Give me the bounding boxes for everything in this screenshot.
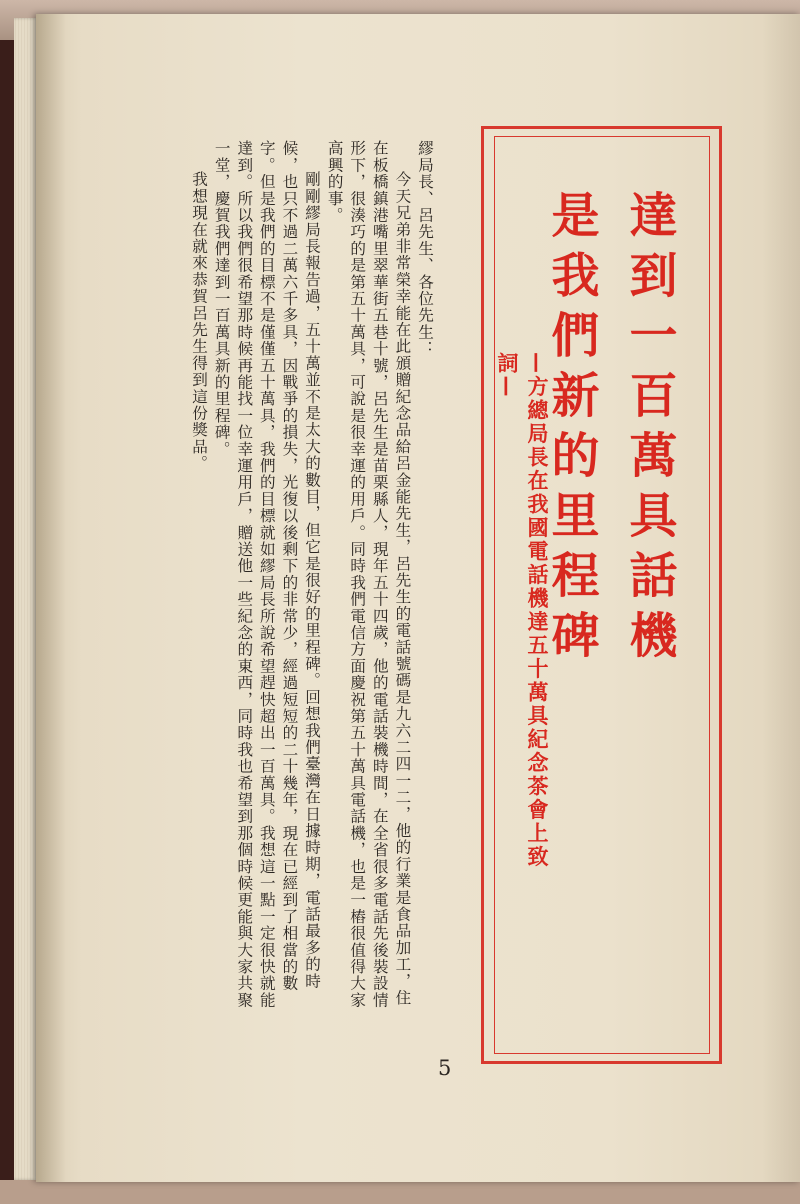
gutter-shadow bbox=[36, 14, 66, 1182]
paragraph-1: 今天兄弟非常榮幸能在此頒贈紀念品給呂金能先生，呂先生的電話號碼是九六二四一二，他的行業是食品加工，住在板橋鎮港嘴里翠華街五巷十號，呂先生是苗栗縣人，現年五十四歲，他的電話裝機時間，在全省很多電話先後裝設情形下，很湊巧的是第五十萬具，可說是很幸運的用戶。同時我們電信方面慶祝第五十萬具電話機，也是一樁很值得大家高興的事。 bbox=[325, 140, 412, 1009]
page-number: 5 bbox=[438, 1056, 452, 1080]
subtitle-text: 方總局長在我國電話機達五十萬具紀念茶會上致詞 bbox=[495, 352, 549, 869]
article-title bbox=[532, 190, 688, 790]
subtitle-dash-end: — bbox=[495, 375, 519, 399]
book-cover-bottom-edge bbox=[0, 1180, 800, 1204]
article-subtitle bbox=[492, 352, 552, 880]
paragraph-2: 剛剛繆局長報告過，五十萬並不是太大的數目，但它是很好的里程碑。回想我們臺灣在日據時期，電話最多的時候，也只不過二萬六千多具，因戰爭的損失，光復以後剩下的非常少，經過短短的二十幾年，現在已經到了相當的數字。但是我們的目標不是僅僅五十萬具，我們的目標就如繆局長所說希望趕快超出一百萬具。我想這一點一定很快就能達到。所以我們很希望那時候再能找一位幸運用戶，贈送他一些紀念的東西，同時我也希望到那個時候更能與大家共聚一堂，慶賀我們達到一百萬具新的里程碑。 bbox=[212, 140, 322, 1009]
paragraph-3: 我想現在就來恭賀呂先生得到這份獎品。 bbox=[190, 171, 209, 472]
speech-body bbox=[118, 140, 436, 1020]
title-line-1: 達到一百萬具話機 bbox=[621, 190, 677, 670]
subtitle-dash-start: — bbox=[525, 352, 549, 376]
paragraph-salutation: 繆局長、呂先生、各位先生： bbox=[416, 140, 434, 358]
page-right-strip bbox=[762, 14, 800, 1182]
title-line-2: 是我們新的里程碑 bbox=[543, 190, 599, 670]
page-stack-edge bbox=[14, 18, 38, 1180]
